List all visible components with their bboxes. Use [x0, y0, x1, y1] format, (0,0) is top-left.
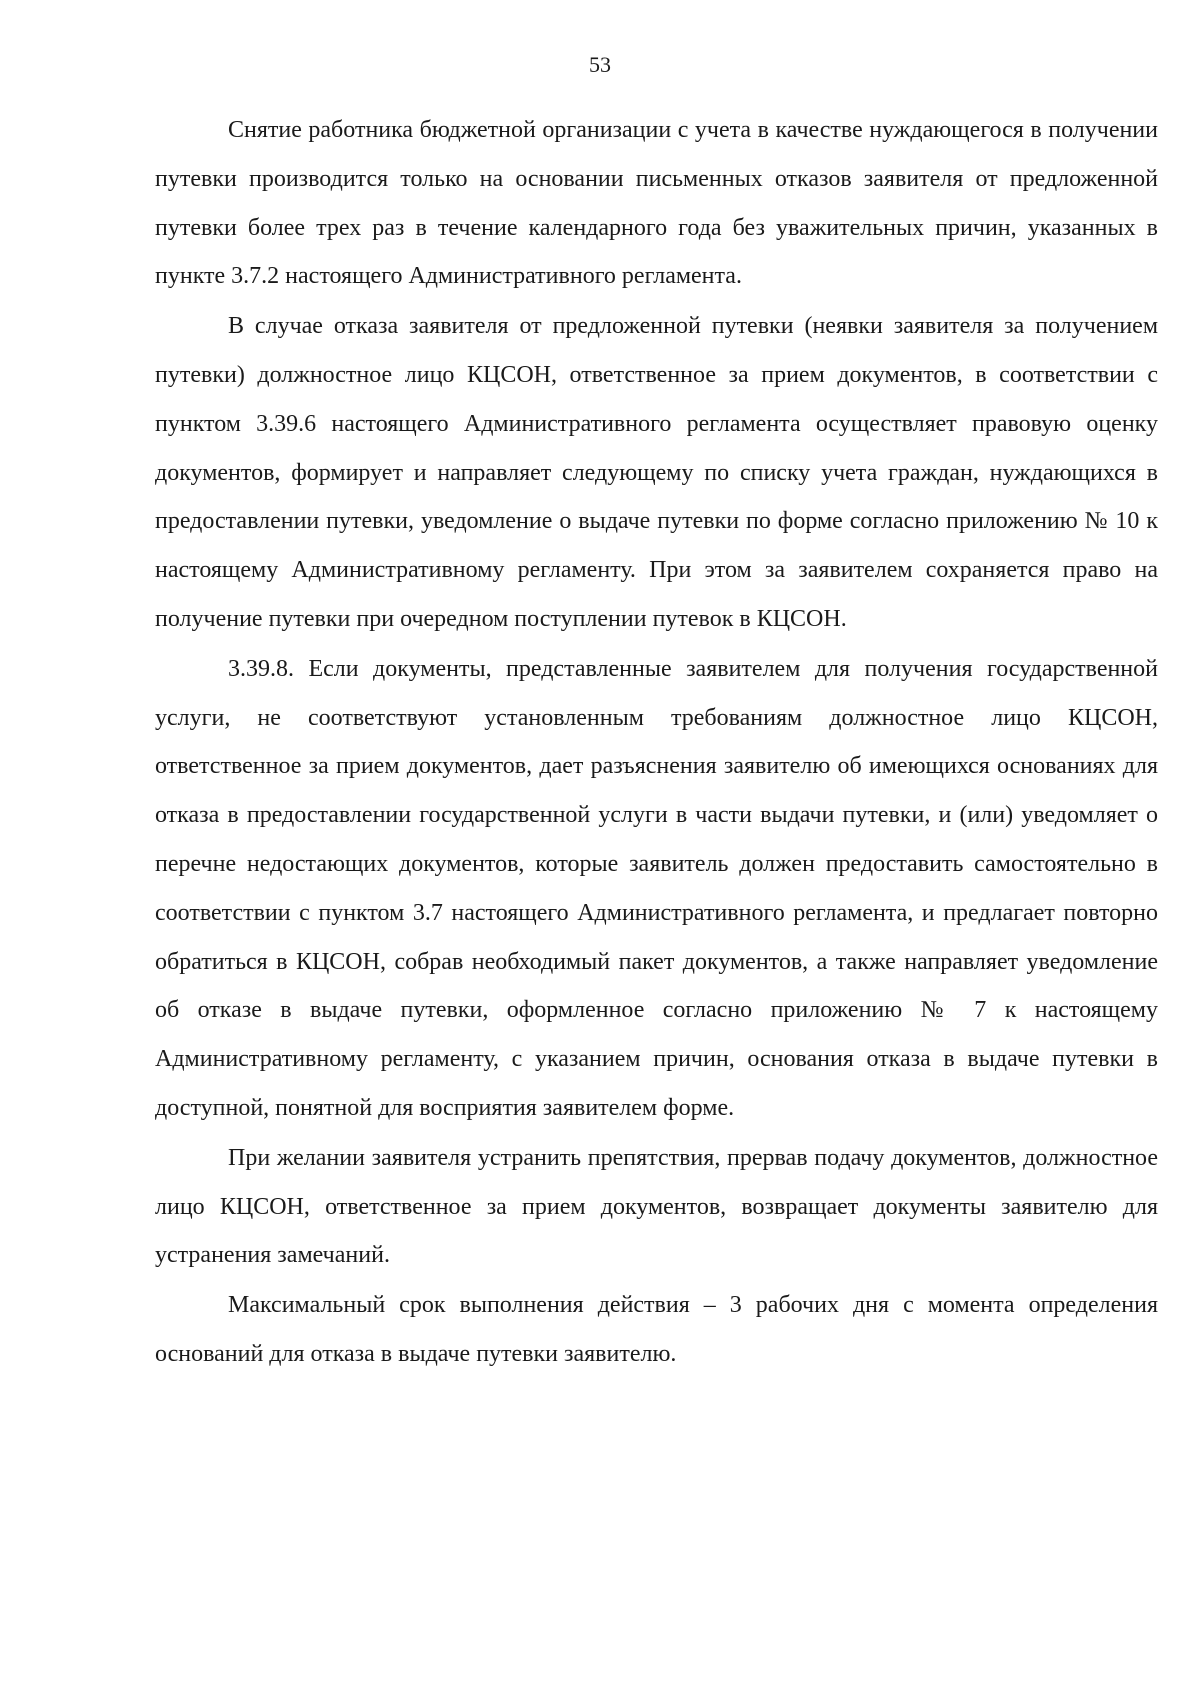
- paragraph-remove-obstacles: При желании заявителя устранить препятствия, прервав подачу документов, должностное лицо КЦСОН, ответственное за прием документов, возвращает документы заявителю для устранения замечаний.: [155, 1144, 1158, 1269]
- paragraph-deregistration: Снятие работника бюджетной организации с учета в качестве нуждающегося в получении путевки производится только на основании письменных отказов заявителя от предложенной путевки более трех раз в течение календарного года без уважительных причин, указанных в пункте 3.7.2 настоящего Административного регламента.: [155, 117, 1158, 290]
- paragraph-3-39-8: 3.39.8. Если документы, представленные заявителем для получения государственной услуги, не соответствуют установленным требованиям должностное лицо КЦСОН, ответственное за прием документов, дает разъяснения заявителю об имеющихся основаниях для отказа в предоставлении государственной услуги в части выдачи путевки, и (или) уведомляет о перечне недостающих документов, которые заявитель должен предоставить самостоятельно в соответствии с пунктом 3.7 настоящего Административного регламента, и предлагает повторно обратиться в КЦСОН, собрав необходимый пакет документов, а также направляет уведомление об отказе в выдаче путевки, оформленное согласно приложению № 7 к настоящему Административному регламенту, с указанием причин, основания отказа в выдаче путевки в доступной, понятной для восприятия заявителем форме.: [155, 655, 1158, 1121]
- paragraph-refusal-case: В случае отказа заявителя от предложенной путевки (неявки заявителя за получением путевки) должностное лицо КЦСОН, ответственное за прием документов, в соответствии с пунктом 3.39.6 настоящего Административного регламента осуществляет правовую оценку документов, формирует и направляет следующему по списку учета граждан, нуждающихся в предоставлении путевки, уведомление о выдаче путевки по форме согласно приложению № 10 к настоящему Административному регламенту. При этом за заявителем сохраняется право на получение путевки при очередном поступлении путевок в КЦСОН.: [155, 313, 1158, 632]
- page-number: 53: [589, 52, 611, 77]
- paragraph-max-term: Максимальный срок выполнения действия – 3 рабочих дня с момента определения оснований для отказа в выдаче путевки заявителю.: [155, 1292, 1158, 1367]
- document-body: [155, 106, 1158, 1380]
